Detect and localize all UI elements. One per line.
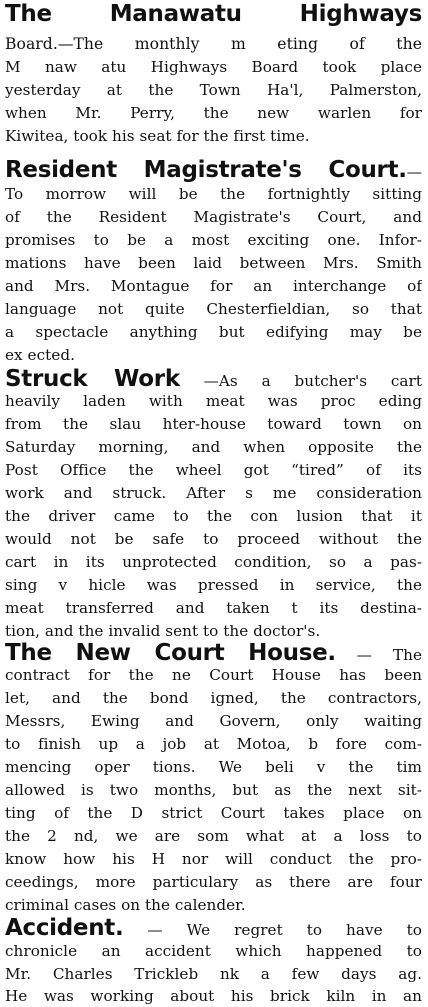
article-line: ting of the D strict Court takes place on <box>5 804 422 822</box>
article-line: the 2 nd, we are som what at a loss to <box>5 827 422 845</box>
article-line: and Mrs. Montague for an interchange of <box>5 277 422 295</box>
article-line: M naw atu Highways Board took place <box>5 58 422 76</box>
article-body-start: — The <box>335 646 422 664</box>
article-heading: The New Court House. <box>5 641 336 666</box>
article-line: work and struck. After s me consideration <box>5 484 422 502</box>
article-line: He was working about his brick kiln in an <box>5 987 422 1005</box>
article-line: ex ected. <box>5 346 75 364</box>
article-line: allowed is two months, but as the next sit- <box>5 781 422 799</box>
article-line: would not be safe to proceed without the <box>5 530 422 548</box>
article-body-start: — <box>406 163 422 181</box>
article-line: sing v hicle was pressed in service, the <box>5 576 422 594</box>
article-heading-line <box>5 158 422 184</box>
article-heading-line <box>5 641 422 667</box>
article-line: a spectacle anything but edifying may be <box>5 323 422 341</box>
article-line: to finish up a job at Motoa, b fore com- <box>5 735 422 753</box>
article-heading: Resident Magistrate's Court. <box>5 158 407 183</box>
article-line: cart in its unprotected condition, so a pas- <box>5 553 422 571</box>
article-line: when Mr. Perry, the new warlen for <box>5 104 422 122</box>
article-heading-line <box>5 916 422 942</box>
article-line: contract for the ne Court House has been <box>5 666 422 684</box>
article-line: Mr. Charles Trickleb nk a few days ag. <box>5 965 422 983</box>
article-line: mations have been laid between Mrs. Smith <box>5 254 422 272</box>
article-line: let, and the bond igned, the contractors, <box>5 689 422 707</box>
article-line: promises to be a most exciting one. Infor- <box>5 231 422 249</box>
article-line: language not quite Chesterfieldian, so that <box>5 300 422 318</box>
article-body-start: — We regret to have to <box>123 921 422 939</box>
article-line: heavily laden with meat was proc eding <box>5 392 422 410</box>
article-line: meat transferred and taken t its destina- <box>5 599 422 617</box>
article-line: Board.—The monthly m eting of the <box>5 35 422 53</box>
article-line: Post Office the wheel got “tired” of its <box>5 461 422 479</box>
article-line: of the Resident Magistrate's Court, and <box>5 208 422 226</box>
article-line: Saturday morning, and when opposite the <box>5 438 422 456</box>
article-line: To morrow will be the fortnightly sitting <box>5 185 422 203</box>
article-line: mencing oper tions. We beli v the tim <box>5 758 422 776</box>
article-body-start: —As a butcher's cart <box>179 372 422 390</box>
article-line: Messrs, Ewing and Govern, only waiting <box>5 712 422 730</box>
article-line: criminal cases on the calender. <box>5 896 246 914</box>
article-heading: Struck Work <box>5 367 180 392</box>
article-heading-line: The Manawatu Highways <box>5 2 422 27</box>
article-heading: Accident. <box>5 916 124 941</box>
article-line: know how his H nor will conduct the pro- <box>5 850 422 868</box>
article-line: ceedings, more particulary as there are four <box>5 873 422 891</box>
article-heading-line <box>5 367 422 393</box>
article-line: the driver came to the con lusion that it <box>5 507 422 525</box>
article-line: tion, and the invalid sent to the doctor's. <box>5 622 321 640</box>
article-line: Kiwitea, took his seat for the first time. <box>5 127 310 145</box>
article-line: yesterday at the Town Ha'l, Palmerston, <box>5 81 422 99</box>
article-line: from the slau hter-house toward town on <box>5 415 422 433</box>
article-line: chronicle an accident which happened to <box>5 942 422 960</box>
